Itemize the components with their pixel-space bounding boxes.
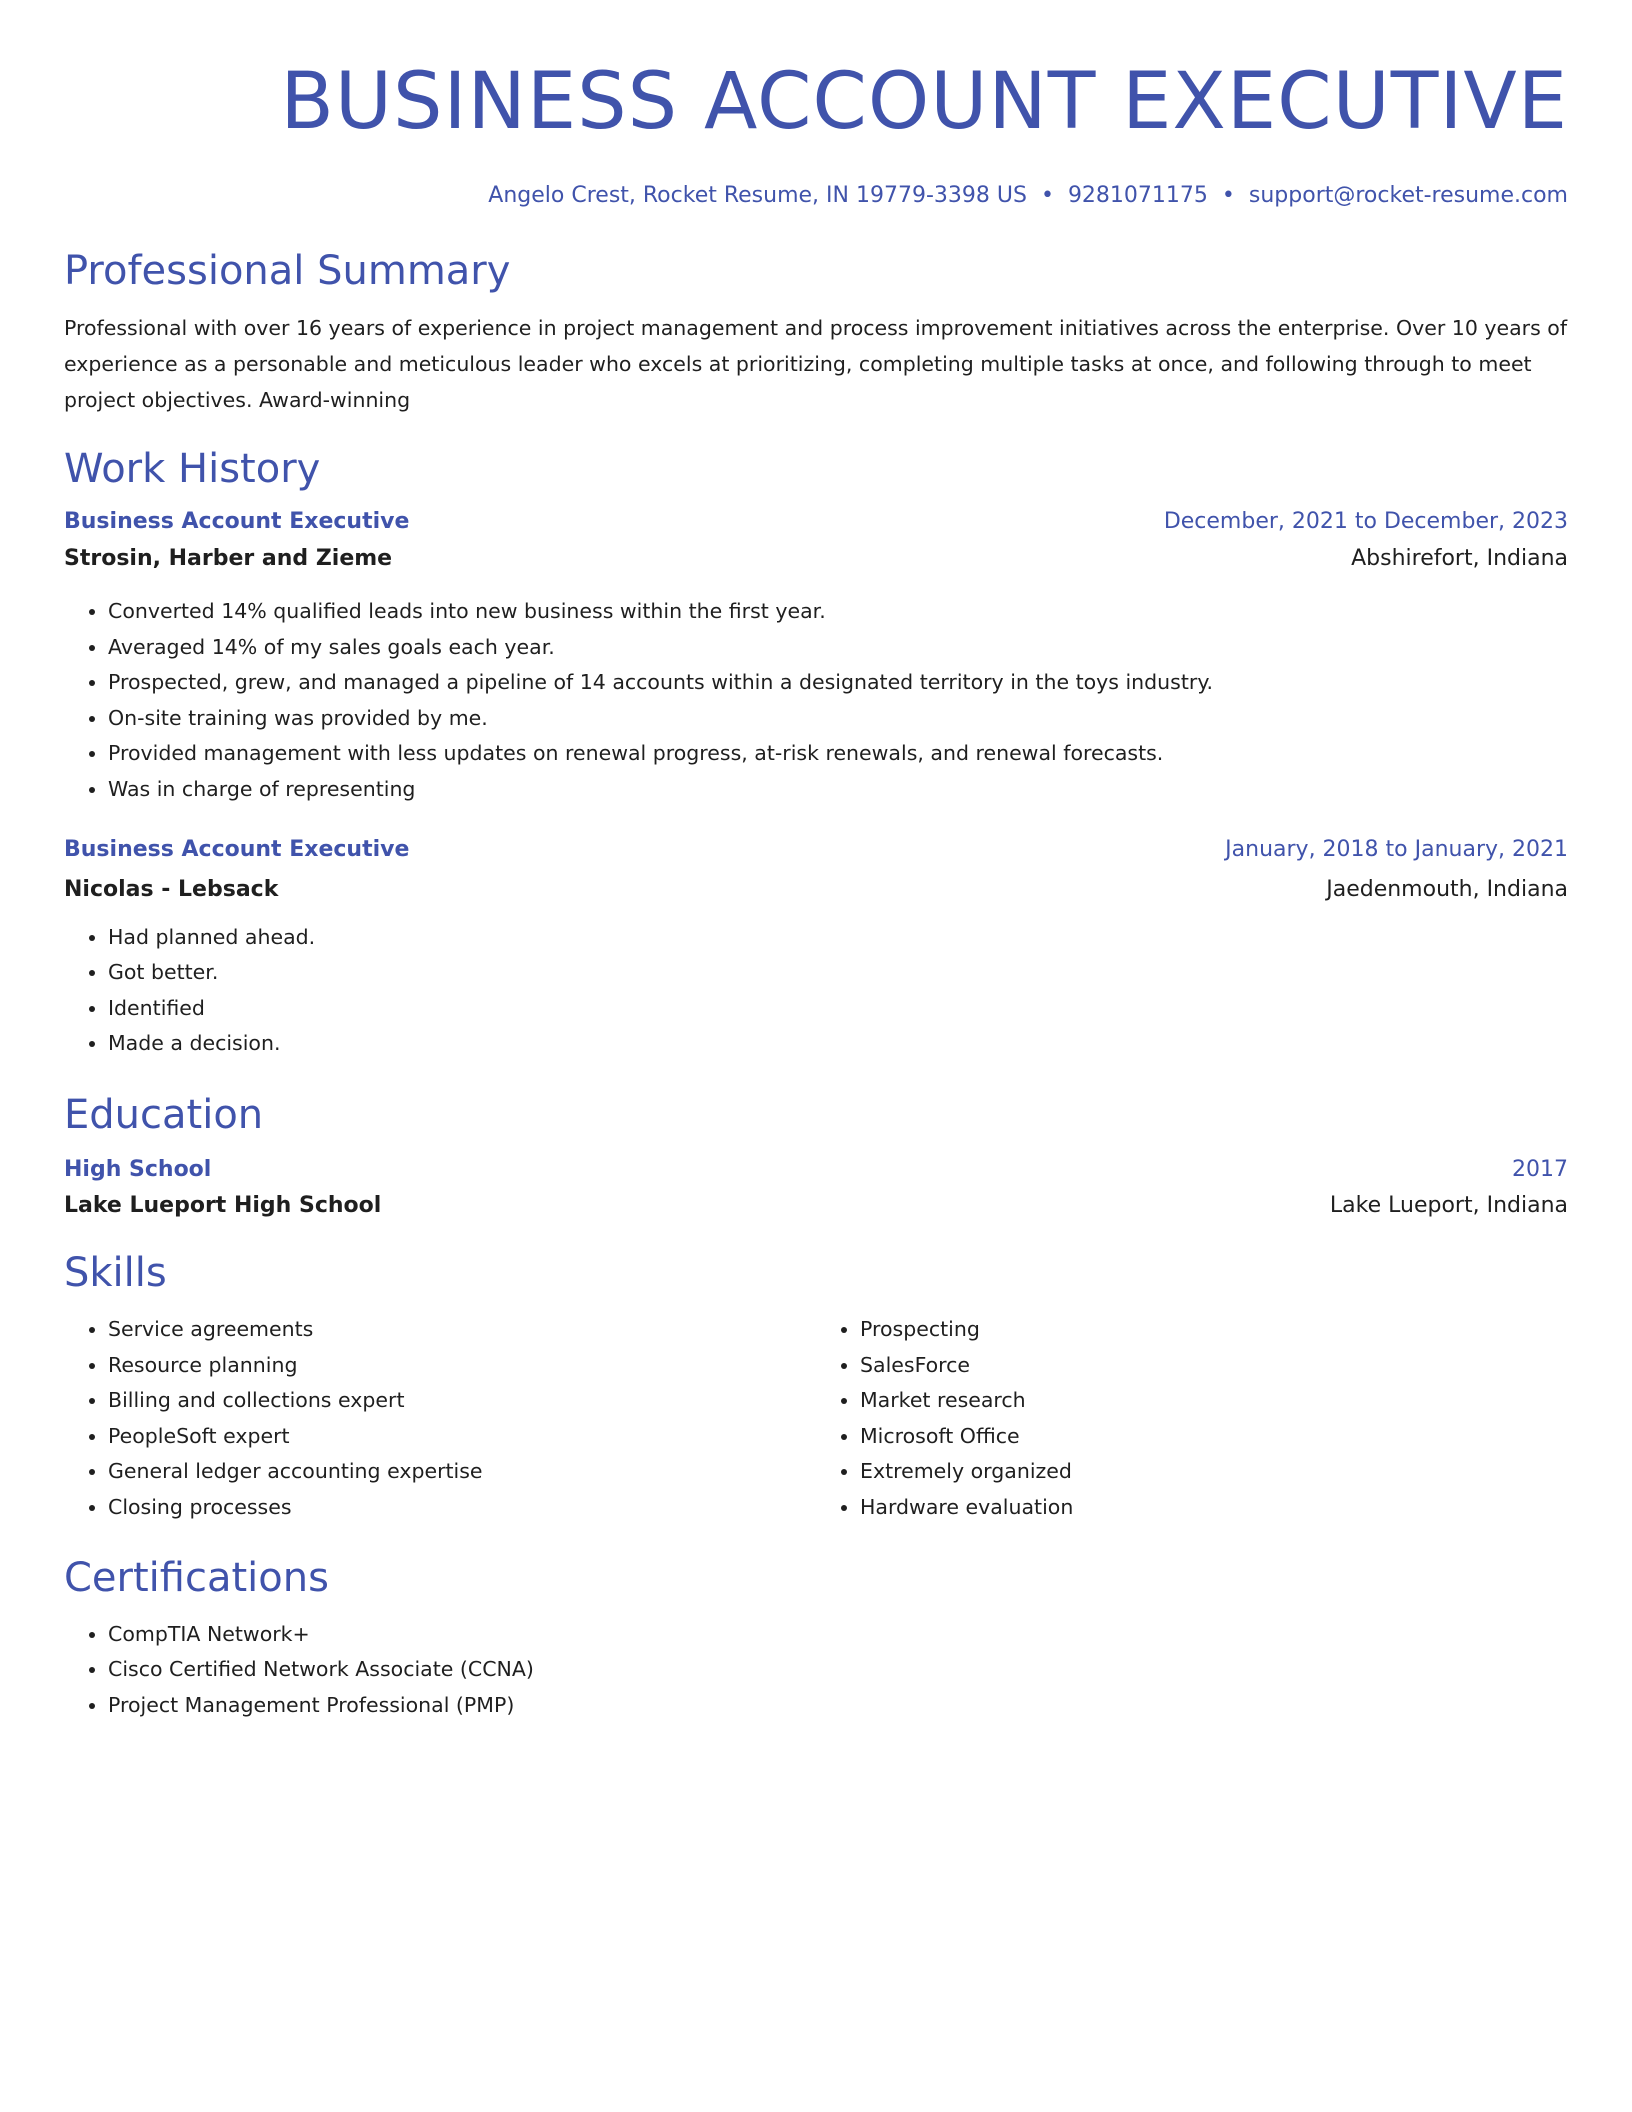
skill-item: • Resource planning: [108, 1348, 816, 1384]
list-item: • On-site training was provided by me.: [108, 701, 1568, 737]
skill-item: • Microsoft Office: [860, 1419, 1568, 1455]
job-title: Business Account Executive: [64, 836, 410, 862]
job-location: Jaedenmouth, Indiana: [1326, 876, 1568, 902]
education-location: Lake Lueport, Indiana: [1329, 1192, 1568, 1218]
skill-item: • General ledger accounting expertise: [108, 1454, 816, 1490]
skill-item: • Hardware evaluation: [860, 1490, 1568, 1526]
certification-item: • Project Management Professional (PMP): [108, 1688, 1568, 1724]
job-title: Business Account Executive: [64, 509, 410, 534]
skill-item: • Billing and collections expert: [108, 1383, 816, 1419]
contact-address: Angelo Crest, Rocket Resume, IN 19779-3398 US: [488, 183, 1027, 208]
skill-item: • Prospecting: [860, 1312, 1568, 1348]
job-dates: December, 2021 to December, 2023: [1163, 509, 1568, 534]
skill-item: • Closing processes: [108, 1490, 816, 1526]
list-item: • Had planned ahead.: [108, 920, 1568, 956]
contact-email[interactable]: support@rocket-resume.com: [1248, 183, 1568, 208]
education-year: 2017: [1512, 1156, 1568, 1182]
skills-list-right: [816, 1312, 1568, 1526]
list-item: • Converted 14% qualified leads into new business within the first year.: [108, 594, 1568, 630]
skill-item: • Extremely organized: [860, 1454, 1568, 1490]
skills-heading: Skills: [64, 1249, 167, 1296]
education-header-row: [64, 1154, 1568, 1186]
skill-item: • PeopleSoft expert: [108, 1419, 816, 1455]
list-item: • Identified: [108, 991, 1568, 1027]
job-dates: January, 2018 to January, 2021: [1225, 836, 1568, 862]
list-item: • Provided management with less updates on renewal progress, at-risk renewals, and renewal forecasts.: [108, 736, 1568, 772]
education-school: Lake Lueport High School: [64, 1192, 382, 1218]
skills-columns: [64, 1312, 1568, 1526]
contact-line: [64, 181, 1568, 211]
certification-item: • Cisco Certified Network Associate (CCNA): [108, 1652, 1568, 1688]
contact-separator: •: [1040, 183, 1054, 208]
job-company: Strosin, Harber and Zieme: [64, 546, 393, 571]
work-history-heading: Work History: [64, 446, 321, 492]
job-company: Nicolas - Lebsack: [64, 876, 279, 902]
job-company-row: [64, 543, 1568, 575]
job-entry: [64, 834, 1568, 1062]
job-company-row: [64, 874, 1568, 906]
job-bullets: [64, 594, 1568, 808]
list-item: • Was in charge of representing: [108, 772, 1568, 808]
skills-list-left: [64, 1312, 816, 1526]
education-school-row: [64, 1190, 1568, 1222]
summary-text: Professional with over 16 years of experience in project management and process improvement initiatives across the enterprise. Over 10 years of experience as a personable and meticulous leader who excels at prioritizing, completing multiple tasks at once, and following through to meet project objectives. Award-winning: [64, 316, 1568, 412]
education-heading: Education: [64, 1091, 264, 1138]
skill-item: • SalesForce: [860, 1348, 1568, 1384]
list-item: • Got better.: [108, 955, 1568, 991]
certifications-list: [64, 1617, 1568, 1724]
certification-item: • CompTIA Network+: [108, 1617, 1568, 1653]
resume-name: BUSINESS ACCOUNT EXECUTIVE: [280, 57, 1568, 147]
list-item: • Prospected, grew, and managed a pipeline of 14 accounts within a designated territory in the toys industry.: [108, 665, 1568, 701]
contact-separator: •: [1221, 183, 1235, 208]
education-entry: [64, 1154, 1568, 1222]
job-entry: [64, 506, 1568, 808]
list-item: • Averaged 14% of my sales goals each year.: [108, 630, 1568, 666]
job-bullets: [64, 920, 1568, 1062]
list-item: • Made a decision.: [108, 1026, 1568, 1062]
skill-item: • Service agreements: [108, 1312, 816, 1348]
education-degree: High School: [64, 1156, 212, 1182]
summary-heading: Professional Summary: [64, 248, 511, 294]
job-header-row: [64, 506, 1568, 538]
skill-item: • Market research: [860, 1383, 1568, 1419]
job-header-row: [64, 834, 1568, 866]
certifications-heading: Certifications: [64, 1554, 329, 1601]
contact-phone: 9281071175: [1067, 183, 1208, 208]
job-location: Abshirefort, Indiana: [1351, 546, 1568, 571]
